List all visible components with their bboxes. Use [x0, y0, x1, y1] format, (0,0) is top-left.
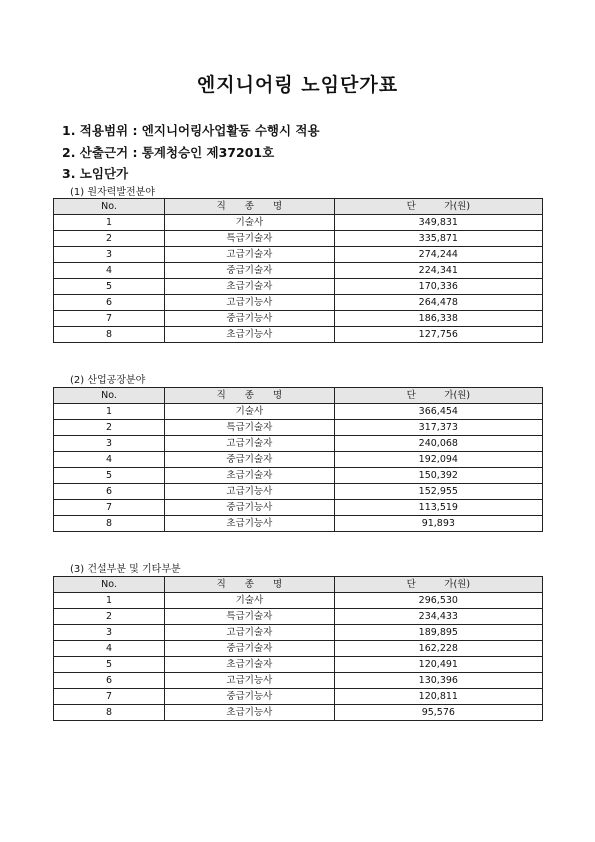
table-row [54, 516, 543, 532]
row-price: 162,228 [334, 641, 542, 657]
row-job: 초급기술자 [165, 279, 335, 295]
row-price: 240,068 [334, 436, 542, 452]
row-price: 366,454 [334, 404, 542, 420]
row-job: 초급기술자 [165, 657, 335, 673]
row-price: 120,811 [334, 689, 542, 705]
section-heading-nuclear: (1) 원자력발전분야 [70, 187, 155, 198]
row-price: 349,831 [334, 215, 542, 231]
row-price: 127,756 [334, 327, 542, 343]
row-price: 130,396 [334, 673, 542, 689]
row-job: 중급기능사 [165, 500, 335, 516]
row-price: 152,955 [334, 484, 542, 500]
row-price: 264,478 [334, 295, 542, 311]
row-job: 특급기술자 [165, 231, 335, 247]
row-price: 91,893 [334, 516, 542, 532]
row-no: 5 [54, 468, 165, 484]
row-price: 335,871 [334, 231, 542, 247]
table-row [54, 311, 543, 327]
table-row [54, 689, 543, 705]
table-row [54, 263, 543, 279]
row-job: 기술사 [165, 593, 335, 609]
table-row [54, 420, 543, 436]
row-job: 초급기능사 [165, 516, 335, 532]
table-row [54, 231, 543, 247]
header-no: No. [54, 388, 165, 404]
row-no: 6 [54, 484, 165, 500]
table-row [54, 625, 543, 641]
row-no: 6 [54, 673, 165, 689]
table-row [54, 641, 543, 657]
row-price: 170,336 [334, 279, 542, 295]
table-row [54, 247, 543, 263]
row-job: 고급기술자 [165, 625, 335, 641]
table-row [54, 279, 543, 295]
header-no: No. [54, 577, 165, 593]
header-price: 단 가(원) [334, 577, 542, 593]
table-row [54, 609, 543, 625]
section-heading-construction: (3) 건설부분 및 기타부분 [70, 564, 181, 575]
wage-table-construction [53, 576, 543, 721]
row-job: 중급기술자 [165, 452, 335, 468]
row-job: 중급기능사 [165, 311, 335, 327]
table-row [54, 295, 543, 311]
row-job: 중급기술자 [165, 263, 335, 279]
header-price: 단 가(원) [334, 388, 542, 404]
row-price: 192,094 [334, 452, 542, 468]
row-no: 2 [54, 420, 165, 436]
table-row [54, 673, 543, 689]
row-no: 3 [54, 436, 165, 452]
row-no: 4 [54, 263, 165, 279]
table-row [54, 436, 543, 452]
row-price: 95,576 [334, 705, 542, 721]
table-row [54, 484, 543, 500]
table-row [54, 657, 543, 673]
row-no: 5 [54, 279, 165, 295]
header-job: 직 종 명 [165, 199, 335, 215]
row-no: 4 [54, 641, 165, 657]
row-no: 4 [54, 452, 165, 468]
row-no: 7 [54, 311, 165, 327]
wage-item: 3. 노임단가 [62, 166, 129, 181]
header-no: No. [54, 199, 165, 215]
row-job: 중급기능사 [165, 689, 335, 705]
row-no: 2 [54, 609, 165, 625]
row-no: 7 [54, 500, 165, 516]
table-header-row [54, 577, 543, 593]
row-job: 기술사 [165, 404, 335, 420]
row-job: 초급기능사 [165, 705, 335, 721]
page-title: 엔지니어링 노임단가표 [196, 74, 399, 96]
header-price: 단 가(원) [334, 199, 542, 215]
row-no: 1 [54, 404, 165, 420]
table-row [54, 593, 543, 609]
row-job: 고급기능사 [165, 673, 335, 689]
row-no: 1 [54, 593, 165, 609]
row-price: 120,491 [334, 657, 542, 673]
header-job: 직 종 명 [165, 577, 335, 593]
table-header-row [54, 388, 543, 404]
row-no: 8 [54, 705, 165, 721]
basis-item: 2. 산출근거 : 통계청승인 제37201호 [62, 145, 275, 160]
row-price: 113,519 [334, 500, 542, 516]
row-no: 5 [54, 657, 165, 673]
table-row [54, 468, 543, 484]
row-job: 고급기술자 [165, 436, 335, 452]
row-job: 특급기술자 [165, 420, 335, 436]
row-no: 8 [54, 516, 165, 532]
row-job: 초급기술자 [165, 468, 335, 484]
row-price: 150,392 [334, 468, 542, 484]
row-no: 3 [54, 247, 165, 263]
table-row [54, 705, 543, 721]
table-header-row [54, 199, 543, 215]
row-no: 6 [54, 295, 165, 311]
row-job: 중급기술자 [165, 641, 335, 657]
row-job: 기술사 [165, 215, 335, 231]
row-no: 1 [54, 215, 165, 231]
row-job: 고급기능사 [165, 295, 335, 311]
row-price: 234,433 [334, 609, 542, 625]
row-job: 고급기술자 [165, 247, 335, 263]
row-price: 189,895 [334, 625, 542, 641]
row-job: 고급기능사 [165, 484, 335, 500]
table-row [54, 500, 543, 516]
wage-table-industrial [53, 387, 543, 532]
header-job: 직 종 명 [165, 388, 335, 404]
table-row [54, 452, 543, 468]
row-job: 초급기능사 [165, 327, 335, 343]
row-price: 296,530 [334, 593, 542, 609]
table-row [54, 404, 543, 420]
row-price: 274,244 [334, 247, 542, 263]
row-no: 2 [54, 231, 165, 247]
scope-item: 1. 적용범위 : 엔지니어링사업활동 수행시 적용 [62, 123, 320, 138]
row-price: 317,373 [334, 420, 542, 436]
row-price: 224,341 [334, 263, 542, 279]
row-no: 8 [54, 327, 165, 343]
row-job: 특급기술자 [165, 609, 335, 625]
section-heading-industrial: (2) 산업공장분야 [70, 375, 146, 386]
table-row [54, 327, 543, 343]
row-price: 186,338 [334, 311, 542, 327]
row-no: 7 [54, 689, 165, 705]
row-no: 3 [54, 625, 165, 641]
table-row [54, 215, 543, 231]
wage-table-nuclear [53, 198, 543, 343]
